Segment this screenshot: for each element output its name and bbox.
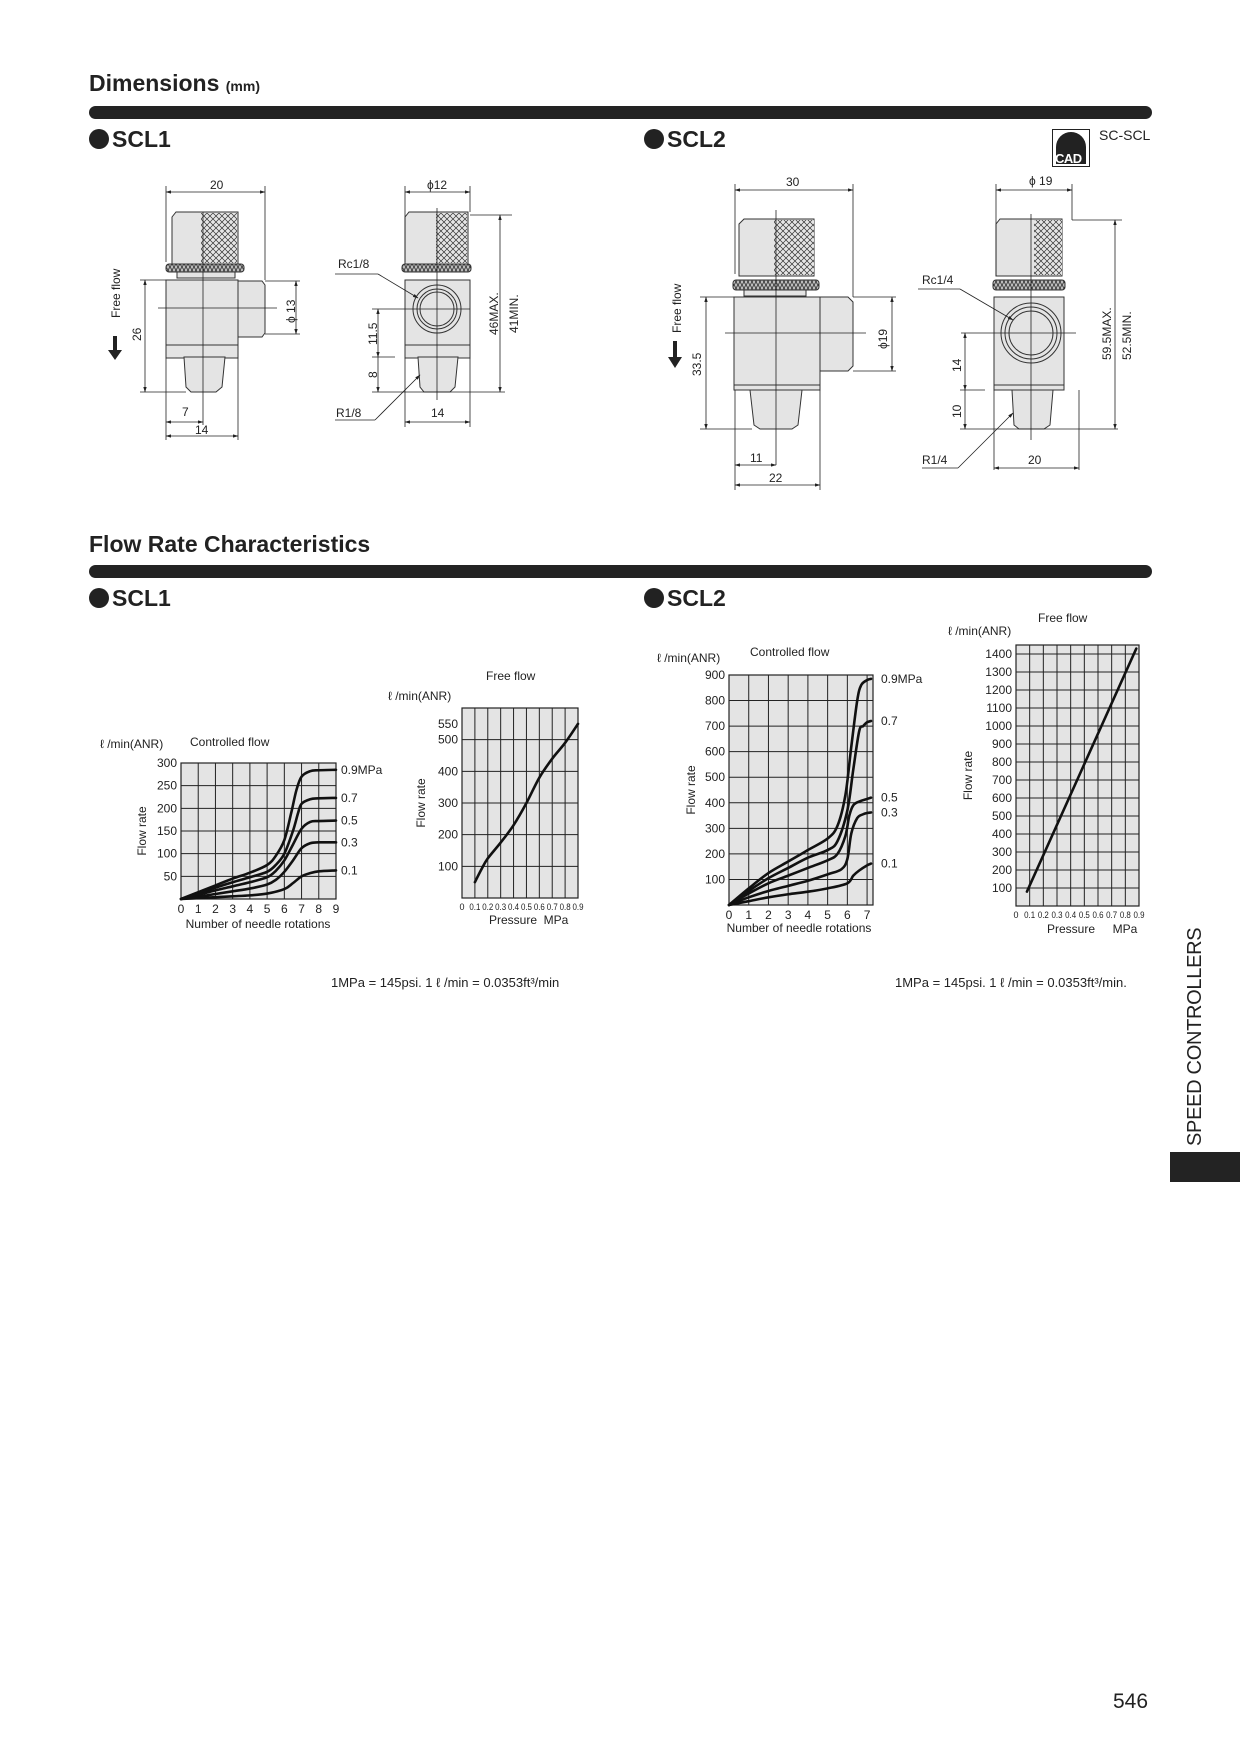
x-axis-label: Number of needle rotations (726, 921, 872, 935)
dim-label: 20 (210, 178, 224, 192)
y-tick-label: 500 (991, 809, 1012, 823)
dim-label: 30 (786, 175, 800, 189)
dim-label: 59.5MAX. (1100, 307, 1114, 360)
chart-scl2-controlled (657, 645, 923, 935)
y-tick-label: 150 (156, 824, 177, 838)
model-label: SCL2 (667, 126, 726, 152)
y-tick-label: 900 (991, 737, 1012, 751)
dim-label: 52.5MIN. (1120, 311, 1134, 360)
y-axis-label: Flow rate (684, 765, 698, 815)
flow-rate-title: Flow Rate Characteristics (89, 531, 371, 557)
chart-scl2-free (948, 611, 1145, 936)
y-tick-label: 600 (991, 791, 1012, 805)
y-tick-label: 1100 (986, 701, 1012, 715)
unit-conversion-note: 1MPa = 145psi. 1 ℓ /min = 0.0353ft³/min. (895, 975, 1127, 990)
dim-label: 11 (750, 451, 763, 465)
x-tick-label: 6 (280, 902, 288, 916)
y-tick-label: 50 (163, 869, 177, 884)
chart-scl1-free (388, 669, 584, 927)
x-tick-label: 0.8 (1119, 910, 1131, 920)
series-label: 0.3 (341, 835, 358, 850)
y-tick-label: 100 (437, 859, 458, 874)
dim-label: 41MIN. (507, 294, 521, 333)
x-tick-label: 0.9 (1133, 910, 1145, 920)
cad-code: SC-SCL (1099, 127, 1151, 143)
series-label: 0.1 (881, 856, 898, 871)
y-tick-label: 1300 (985, 665, 1012, 679)
x-tick-label: 1 (194, 902, 202, 916)
dim-label: 20 (1028, 453, 1042, 467)
x-tick-label: 6 (844, 908, 851, 922)
x-tick-label: 7 (863, 908, 871, 922)
x-axis-label: Pressure (488, 913, 538, 927)
x-tick-label: 0.3 (495, 902, 507, 912)
y-tick-label: 500 (437, 732, 458, 747)
y-unit-label: ℓ /min(ANR) (100, 737, 164, 751)
x-tick-label: 0 (1013, 910, 1019, 920)
dim-label: ϕ 19 (1029, 174, 1053, 188)
side-tab-label: SPEED CONTROLLERS (1184, 927, 1206, 1146)
y-tick-label: 500 (704, 770, 725, 785)
dim-label: 22 (769, 471, 783, 485)
free-flow-label: Free flow (670, 283, 684, 333)
y-tick-label: 900 (704, 668, 725, 682)
x-tick-label: 0.8 (559, 902, 571, 912)
x-tick-label: 2 (765, 908, 772, 922)
y-tick-label: 400 (991, 827, 1012, 841)
y-tick-label: 700 (704, 719, 725, 734)
x-tick-label: 0 (725, 908, 733, 922)
series-label: 0.5 (881, 790, 898, 805)
dim-label: 8 (366, 371, 380, 378)
port-label: Rc1/8 (338, 257, 370, 271)
x-tick-label: 0.7 (546, 902, 558, 912)
dim-label: ϕ12 (427, 178, 448, 192)
x-tick-label: 4 (246, 902, 254, 916)
y-tick-label: 300 (156, 756, 177, 770)
x-tick-label: 8 (315, 902, 323, 916)
y-tick-label: 100 (991, 881, 1012, 895)
model-label: SCL2 (667, 585, 726, 611)
dim-label: 26 (130, 327, 144, 341)
x-tick-label: 3 (229, 902, 237, 916)
dim-label: 14 (431, 406, 445, 420)
y-tick-label: 1400 (985, 647, 1012, 661)
y-tick-label: 300 (704, 821, 725, 836)
dimensions-unit: (mm) (225, 78, 260, 94)
chart-title: Controlled flow (750, 645, 830, 659)
x-tick-label: 0.6 (533, 902, 545, 912)
y-tick-label: 300 (437, 796, 458, 810)
y-tick-label: 600 (704, 744, 725, 759)
y-tick-label: 400 (437, 764, 458, 779)
x-tick-label: 0.2 (482, 902, 494, 912)
model-label: SCL1 (112, 126, 171, 152)
x-axis-unit: MPa (1112, 922, 1138, 936)
dim-label: 11.5 (366, 322, 380, 345)
dim-label: ϕ19 (876, 328, 890, 349)
y-tick-label: 700 (991, 773, 1012, 787)
dim-label: 14 (950, 358, 964, 372)
thread-label: R1/4 (922, 453, 948, 467)
port-label: Rc1/4 (922, 273, 954, 287)
series-label: 0.7 (881, 714, 898, 728)
series-label: 0.1 (341, 863, 358, 878)
y-tick-label: 200 (156, 801, 177, 816)
x-tick-label: 0.5 (520, 902, 532, 912)
x-axis-unit: MPa (543, 913, 569, 927)
dim-label: 46MAX. (487, 292, 501, 335)
x-tick-label: 0 (177, 902, 185, 916)
chart-title: Free flow (1038, 611, 1088, 625)
chart-title: Controlled flow (190, 735, 270, 749)
dim-label: 10 (950, 404, 964, 418)
y-tick-label: 800 (991, 755, 1012, 769)
x-tick-label: 0.5 (1078, 910, 1090, 920)
chart-scl1-controlled (100, 735, 383, 931)
dim-label: ϕ 13 (284, 299, 298, 323)
series-label: 0.9MPa (881, 671, 923, 686)
x-tick-label: 0.1 (469, 902, 481, 912)
x-axis-label: Pressure (1046, 922, 1096, 936)
x-tick-label: 0.6 (1092, 910, 1104, 920)
y-unit-label: ℓ /min(ANR) (657, 651, 721, 665)
x-tick-label: 5 (263, 902, 271, 916)
x-tick-label: 1 (745, 908, 753, 922)
x-tick-label: 2 (212, 902, 219, 916)
model-label: SCL1 (112, 585, 171, 611)
x-tick-label: 7 (298, 902, 305, 916)
y-tick-label: 200 (704, 846, 725, 861)
y-tick-label: 1200 (985, 683, 1012, 697)
series-label: 0.9MPa (341, 762, 383, 777)
free-flow-label: Free flow (109, 268, 123, 318)
y-tick-label: 100 (156, 846, 177, 861)
y-unit-label: ℓ /min(ANR) (948, 624, 1012, 638)
y-tick-label: 550 (437, 716, 458, 731)
y-tick-label: 200 (437, 827, 458, 842)
y-unit-label: ℓ /min(ANR) (388, 689, 452, 703)
side-tab-marker (1170, 1152, 1240, 1182)
page-number: 546 (1113, 1690, 1149, 1713)
x-tick-label: 3 (784, 908, 792, 922)
y-tick-label: 1000 (985, 719, 1012, 733)
x-tick-label: 0.4 (508, 902, 520, 912)
x-tick-label: 0.2 (1037, 910, 1049, 920)
x-tick-label: 0.7 (1106, 910, 1118, 920)
x-tick-label: 9 (332, 902, 340, 916)
dim-label: 33.5 (690, 352, 704, 376)
x-tick-label: 0.4 (1065, 910, 1077, 920)
y-tick-label: 100 (704, 872, 725, 887)
y-tick-label: 200 (991, 863, 1012, 877)
y-axis-label: Flow rate (135, 806, 149, 856)
x-axis-label: Number of needle rotations (185, 917, 331, 931)
x-tick-label: 0.9 (572, 902, 584, 912)
chart-title: Free flow (486, 669, 536, 683)
y-tick-label: 300 (991, 845, 1012, 859)
x-tick-label: 5 (824, 908, 831, 922)
y-axis-label: Flow rate (414, 778, 428, 828)
x-tick-label: 0.3 (1051, 910, 1063, 920)
x-tick-label: 0 (459, 902, 465, 912)
thread-label: R1/8 (336, 406, 362, 420)
cad-badge-text: CAD (1055, 151, 1082, 166)
series-label: 0.7 (341, 790, 358, 805)
dimensions-title-text: Dimensions (89, 70, 220, 96)
series-label: 0.3 (881, 805, 898, 820)
y-axis-label: Flow rate (961, 750, 975, 801)
dim-label: 7 (182, 405, 189, 419)
series-label: 0.5 (341, 813, 358, 828)
y-tick-label: 800 (704, 693, 725, 708)
dim-label: 14 (195, 423, 209, 437)
y-tick-label: 250 (156, 778, 177, 793)
y-tick-label: 400 (704, 795, 725, 810)
unit-conversion-note: 1MPa = 145psi. 1 ℓ /min = 0.0353ft³/min (331, 975, 560, 990)
x-tick-label: 0.1 (1024, 910, 1036, 920)
x-tick-label: 4 (804, 908, 812, 922)
